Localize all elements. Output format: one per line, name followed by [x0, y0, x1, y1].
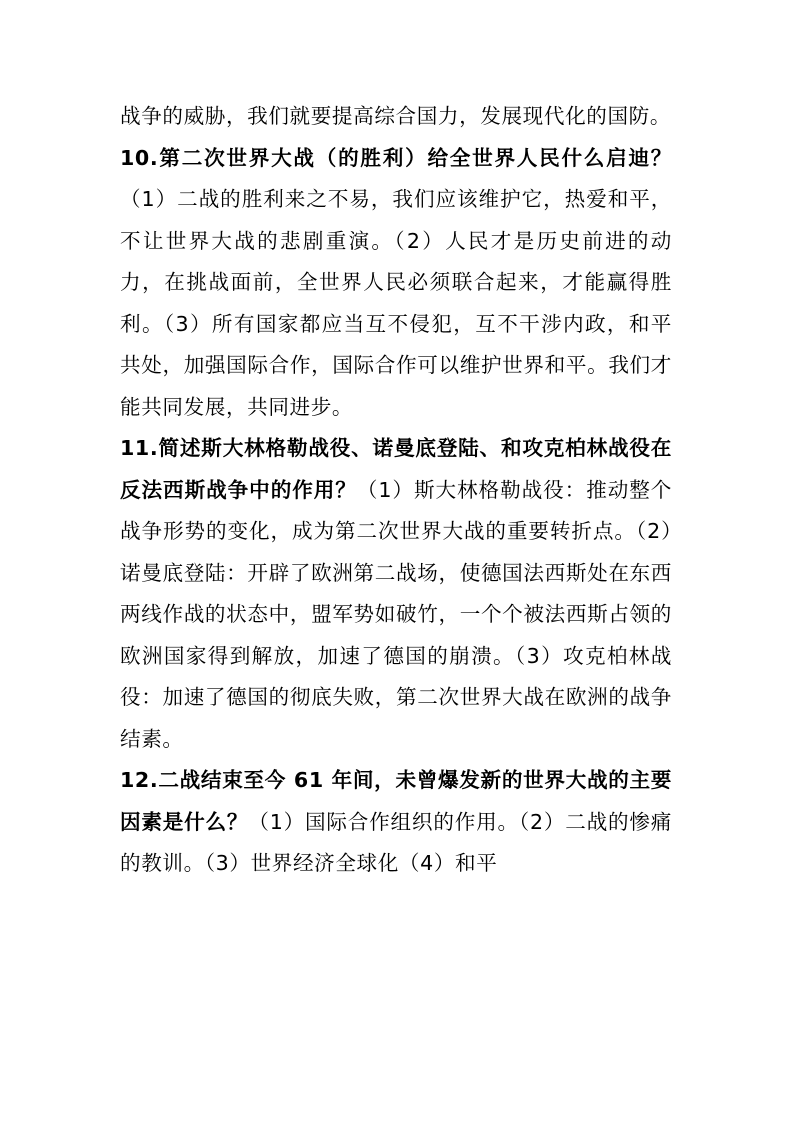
- question-text: 10.第二次世界大战（的胜利）给全世界人民什么启迪？: [120, 145, 672, 170]
- paragraph-continuation: [120, 96, 672, 138]
- paragraph-question-10: [120, 138, 672, 429]
- answer-text: （1）二战的胜利来之不易，我们应该维护它，热爱和平，不让世界大战的悲剧重演。（2）人民才是历史前进的动力，在挑战面前，全世界人民必须联合起来，才能赢得胜利。（3）所有国家都应当互不侵犯，互不干涉内政，和平共处，加强国际合作，国际合作可以维护世界和平。我们才能共同发展，共同进步。: [120, 187, 672, 419]
- paragraph-question-11: [120, 428, 672, 760]
- answer-text: （1）国际合作组织的作用。（2）二战的惨痛的教训。（3）世界经济全球化（4）和平: [120, 809, 672, 875]
- document-page: [120, 96, 672, 885]
- question-text: 12.二战结束至今 61 年间，未曾爆发新的世界大战的主要因素是什么？: [120, 768, 672, 834]
- paragraph-question-12: [120, 760, 672, 885]
- answer-text: （1）斯大林格勒战役：推动整个战争形势的变化，成为第二次世界大战的重要转折点。（2）诺曼底登陆：开辟了欧洲第二战场，使德国法西斯处在东西两线作战的状态中，盟军势如破竹，一个个被法西斯占领的欧洲国家得到解放，加速了德国的崩溃。（3）攻克柏林战役：加速了德国的彻底失败，第二次世界大战在欧洲的战争结素。: [120, 477, 672, 751]
- answer-text: 战争的威胁，我们就要提高综合国力，发展现代化的国防。: [120, 104, 672, 128]
- question-text: 11.简述斯大林格勒战役、诺曼底登陆、和攻克柏林战役在反法西斯战争中的作用？: [120, 436, 672, 502]
